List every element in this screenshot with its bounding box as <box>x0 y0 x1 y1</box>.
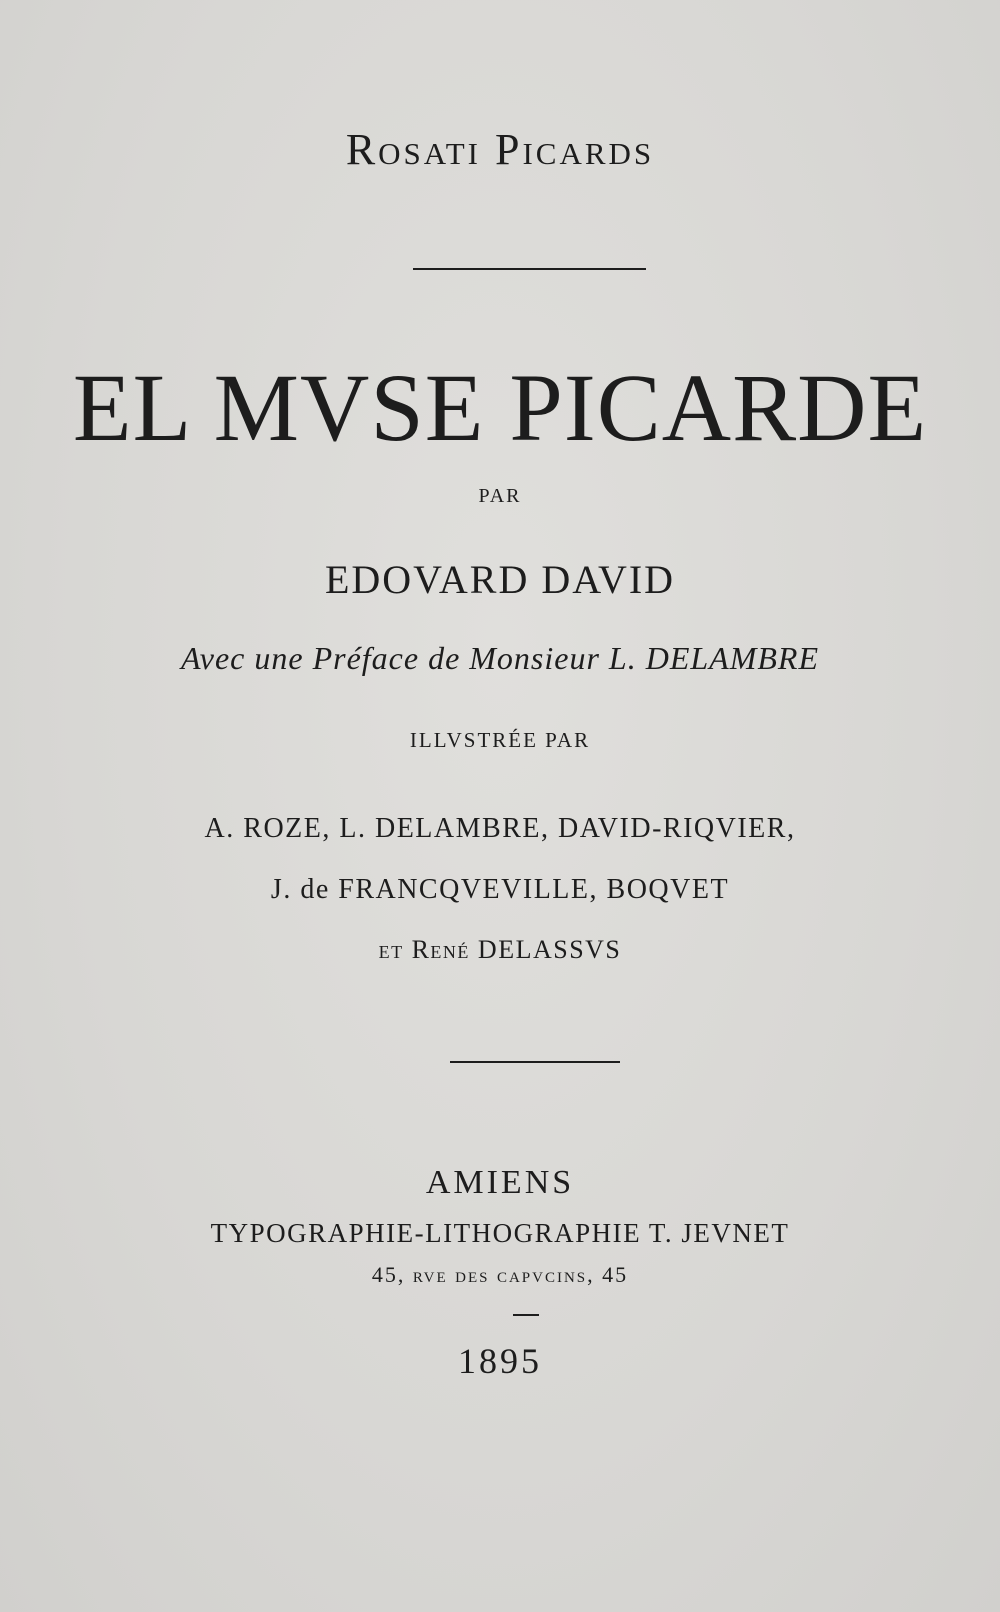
by-label: PAR <box>478 485 522 507</box>
imprint-dash <box>513 1314 539 1316</box>
middle-rule <box>450 1061 620 1063</box>
book-title: EL MVSE PICARDE <box>72 354 928 461</box>
series-title: Rosati Picards <box>345 125 655 174</box>
illustrators-line-3: et René DELASSVS <box>378 935 622 964</box>
author-name: EDOVARD DAVID <box>324 557 676 602</box>
imprint-address: 45, rve des capvcins, 45 <box>371 1262 629 1287</box>
imprint-year: 1895 <box>458 1341 542 1381</box>
illustrators-line-2: J. de FRANCQVEVILLE, BOQVET <box>270 874 730 905</box>
illustrators-line-1: A. ROZE, L. DELAMBRE, DAVID-RIQVIER, <box>204 813 796 844</box>
imprint-city: AMIENS <box>425 1164 575 1201</box>
illustrated-by-label: ILLVSTRÉE PAR <box>409 728 591 752</box>
imprint-printer: TYPOGRAPHIE-LITHOGRAPHIE T. JEVNET <box>210 1218 790 1248</box>
preface-line: Avec une Préface de Monsieur L. DELAMBRE <box>180 640 820 676</box>
top-rule <box>413 268 646 270</box>
